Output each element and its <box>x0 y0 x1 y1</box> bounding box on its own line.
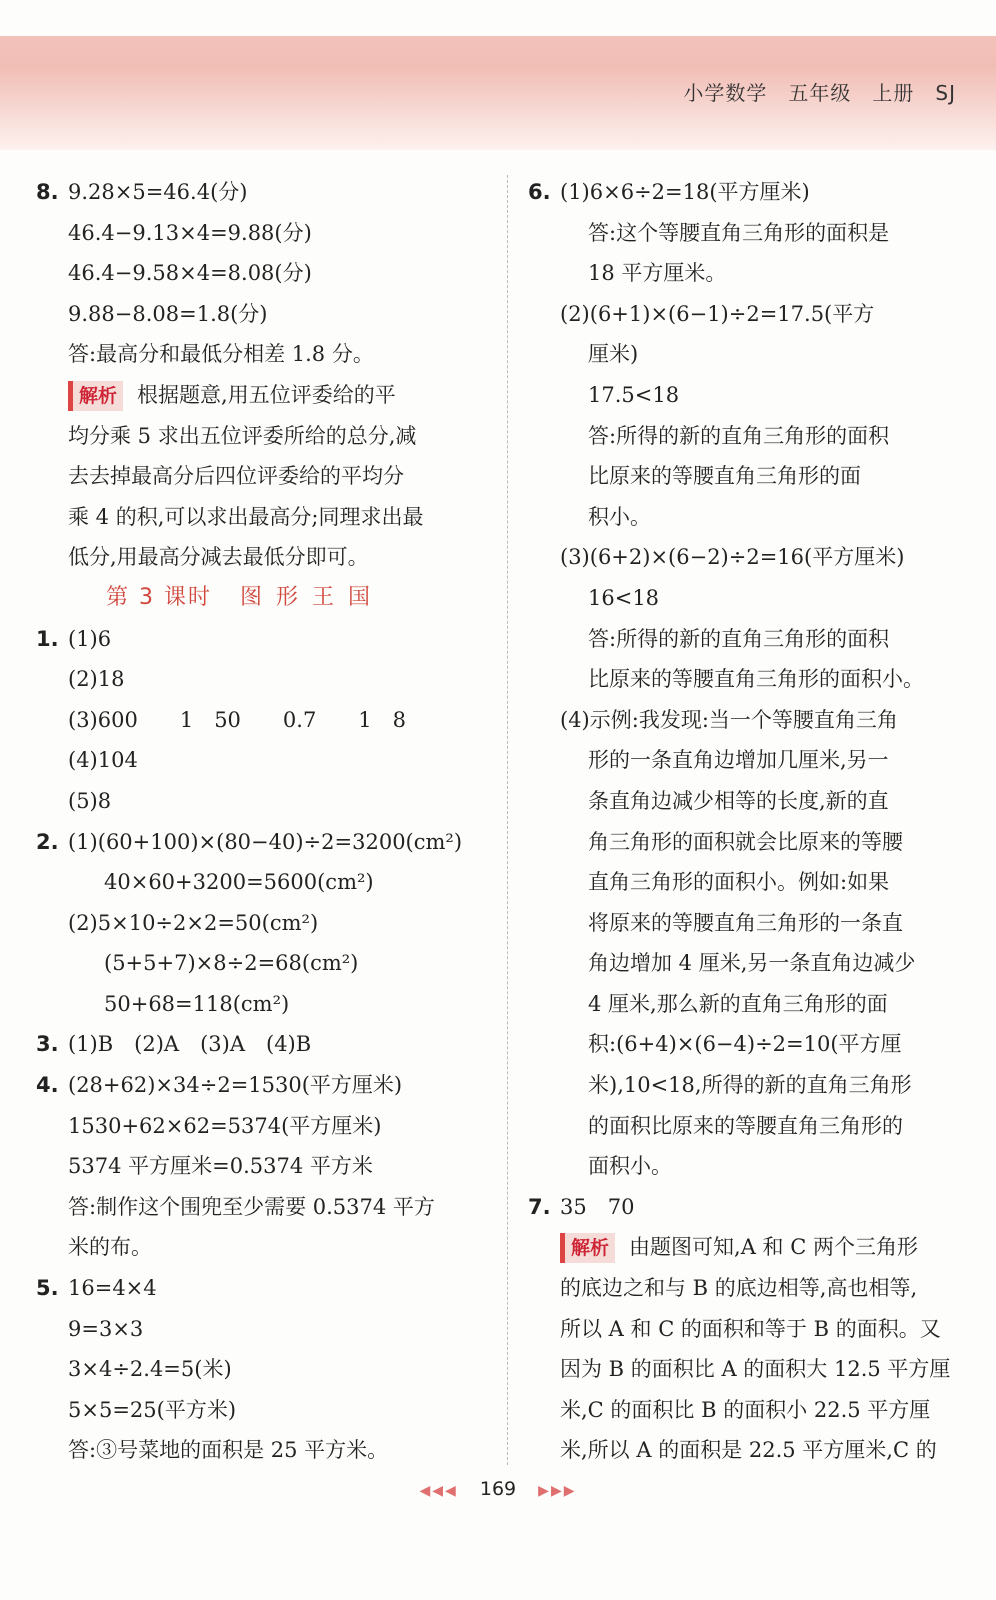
q6-part2-b: 厘米) <box>588 342 639 367</box>
left-column <box>36 172 486 1471</box>
q8-number: 8. <box>36 180 59 204</box>
q3-number: 3. <box>36 1032 59 1057</box>
q1-line-3: (3)600 1 50 0.7 1 8 <box>68 707 407 732</box>
q4-line-1 <box>36 1065 486 1106</box>
q1-text-1: (1)6 <box>68 626 112 651</box>
q7-analysis-6: 米,所以 A 的面积是 22.5 平方厘米,C 的 <box>560 1438 937 1463</box>
page-footer <box>0 1478 996 1500</box>
q1-number: 1. <box>36 626 59 651</box>
q6-part4-k: 面积小。 <box>588 1154 672 1179</box>
q4-line-5: 米的布。 <box>68 1235 152 1260</box>
q5-text-1: 16=4×4 <box>68 1276 157 1301</box>
q7-analysis-1 <box>528 1227 968 1268</box>
q6-part1-answer-1: 答:这个等腰直角三角形的面积是 <box>588 220 890 245</box>
lesson-heading <box>36 578 486 619</box>
q8-answer: 答:最高分和最低分相差 1.8 分。 <box>68 342 374 367</box>
q2-line-2: 40×60+3200=5600(cm²) <box>104 870 374 895</box>
lesson-title: 图形王国 <box>239 584 384 610</box>
q1-line-2: (2)18 <box>68 667 125 692</box>
q5-line-4: 5×5=25(平方米) <box>68 1397 237 1422</box>
q8-line-2: 46.4−9.13×4=9.88(分) <box>68 220 312 245</box>
q7-analysis-4: 因为 B 的面积比 A 的面积大 12.5 平方厘 <box>560 1357 951 1382</box>
q4-line-3: 5374 平方厘米=0.5374 平方米 <box>68 1154 373 1179</box>
q6-part3-b: 16<18 <box>588 585 660 610</box>
q8-line-3: 46.4−9.58×4=8.08(分) <box>68 261 312 286</box>
q2-line-5: 50+68=118(cm²) <box>104 991 290 1016</box>
right-column <box>528 172 968 1471</box>
q6-part3: (3)(6+2)×(6−2)÷2=16(平方厘米) <box>560 545 905 570</box>
q6-part2: (2)(6+1)×(6−1)÷2=17.5(平方 <box>560 301 875 326</box>
prev-arrows-icon: ◀◀◀ <box>419 1483 458 1499</box>
header-top-margin <box>0 0 996 36</box>
q6-line-1 <box>528 172 968 213</box>
q6-part4-h: 积:(6+4)×(6−4)÷2=10(平方厘 <box>588 1032 902 1057</box>
q6-part2-f: 积小。 <box>588 504 651 529</box>
q1-line-5: (5)8 <box>68 788 112 813</box>
q1-line-4: (4)104 <box>68 748 138 773</box>
q6-part2-c: 17.5<18 <box>588 382 680 407</box>
q4-line-2: 1530+62×62=5374(平方厘米) <box>68 1113 382 1138</box>
q6-part1: (1)6×6÷2=18(平方厘米) <box>560 180 810 204</box>
q6-part4-i: 米),10<18,所得的新的直角三角形 <box>588 1073 912 1098</box>
q8-analysis-4: 乘 4 的积,可以求出最高分;同理求出最 <box>68 504 424 529</box>
q8-analysis-2: 均分乘 5 求出五位评委所给的总分,减 <box>68 423 417 448</box>
page-header <box>0 0 996 150</box>
q4-text-1: (28+62)×34÷2=1530(平方厘米) <box>68 1073 403 1098</box>
q6-part4-b: 条直角边减少相等的长度,新的直 <box>588 788 889 813</box>
q8-analysis-1 <box>36 375 486 416</box>
q5-line-1 <box>36 1268 486 1309</box>
subject-label: 小学数学 五年级 上册 SJ <box>683 81 956 105</box>
q6-part4-a: 形的一条直角边增加几厘米,另一 <box>588 748 889 773</box>
page-number: 169 <box>479 1478 517 1500</box>
q5-line-5: 答:③号菜地的面积是 25 平方米。 <box>68 1438 389 1463</box>
q7-analysis-3: 所以 A 和 C 的面积和等于 B 的面积。又 <box>560 1316 941 1341</box>
q2-line-1 <box>36 822 486 863</box>
q3-text-1: (1)B (2)A (3)A (4)B <box>68 1032 312 1057</box>
q2-text-1: (1)(60+100)×(80−40)÷2=3200(cm²) <box>68 829 463 854</box>
q8-analysis-5: 低分,用最高分减去最低分即可。 <box>68 545 369 570</box>
lesson-label: 第 3 课时 <box>106 584 212 610</box>
q8-analysis-text-1: 根据题意,用五位评委给的平 <box>137 382 396 407</box>
q6-part1-answer-2: 18 平方厘米。 <box>588 261 727 286</box>
q7-line-1 <box>528 1187 968 1228</box>
q5-number: 5. <box>36 1276 59 1301</box>
q3-line-1 <box>36 1024 486 1065</box>
q6-number: 6. <box>528 180 551 204</box>
q7-text-1: 35 70 <box>560 1194 635 1219</box>
q2-number: 2. <box>36 829 59 854</box>
q4-number: 4. <box>36 1073 59 1098</box>
q7-number: 7. <box>528 1194 551 1219</box>
next-arrows-icon: ▶▶▶ <box>538 1483 577 1499</box>
q8-text-1: 9.28×5=46.4(分) <box>68 180 248 204</box>
q6-part4-d: 直角三角形的面积小。例如:如果 <box>588 870 890 895</box>
analysis-tag: 解析 <box>68 381 123 411</box>
q8-line-1 <box>36 172 486 213</box>
q6-part3-c: 答:所得的新的直角三角形的面积 <box>588 626 890 651</box>
q1-line-1 <box>36 619 486 660</box>
q6-part4-f: 角边增加 4 厘米,另一条直角边减少 <box>588 951 916 976</box>
q6-part2-d: 答:所得的新的直角三角形的面积 <box>588 423 890 448</box>
q6-part4-c: 角三角形的面积就会比原来的等腰 <box>588 829 903 854</box>
q6-part4-j: 的面积比原来的等腰直角三角形的 <box>588 1113 903 1138</box>
q6-part3-d: 比原来的等腰直角三角形的面积小。 <box>588 667 924 692</box>
q8-analysis-3: 去去掉最高分后四位评委给的平均分 <box>68 464 404 489</box>
q6-part4-e: 将原来的等腰直角三角形的一条直 <box>588 910 903 935</box>
q4-line-4: 答:制作这个围兜至少需要 0.5374 平方 <box>68 1194 435 1219</box>
q5-line-3: 3×4÷2.4=5(米) <box>68 1357 232 1382</box>
q7-analysis-2: 的底边之和与 B 的底边相等,高也相等, <box>560 1276 918 1301</box>
q6-part4: (4)示例:我发现:当一个等腰直角三角 <box>560 707 898 732</box>
q8-line-4: 9.88−8.08=1.8(分) <box>68 301 268 326</box>
q5-line-2: 9=3×3 <box>68 1316 144 1341</box>
analysis-tag: 解析 <box>560 1233 615 1263</box>
q7-analysis-text-1: 由题图可知,A 和 C 两个三角形 <box>629 1235 918 1260</box>
column-divider <box>507 175 508 1465</box>
q6-part4-g: 4 厘米,那么新的直角三角形的面 <box>588 991 888 1016</box>
q2-line-3: (2)5×10÷2×2=50(cm²) <box>68 910 319 935</box>
q6-part2-e: 比原来的等腰直角三角形的面 <box>588 464 861 489</box>
q2-line-4: (5+5+7)×8÷2=68(cm²) <box>104 951 359 976</box>
q7-analysis-5: 米,C 的面积比 B 的面积小 22.5 平方厘 <box>560 1397 931 1422</box>
